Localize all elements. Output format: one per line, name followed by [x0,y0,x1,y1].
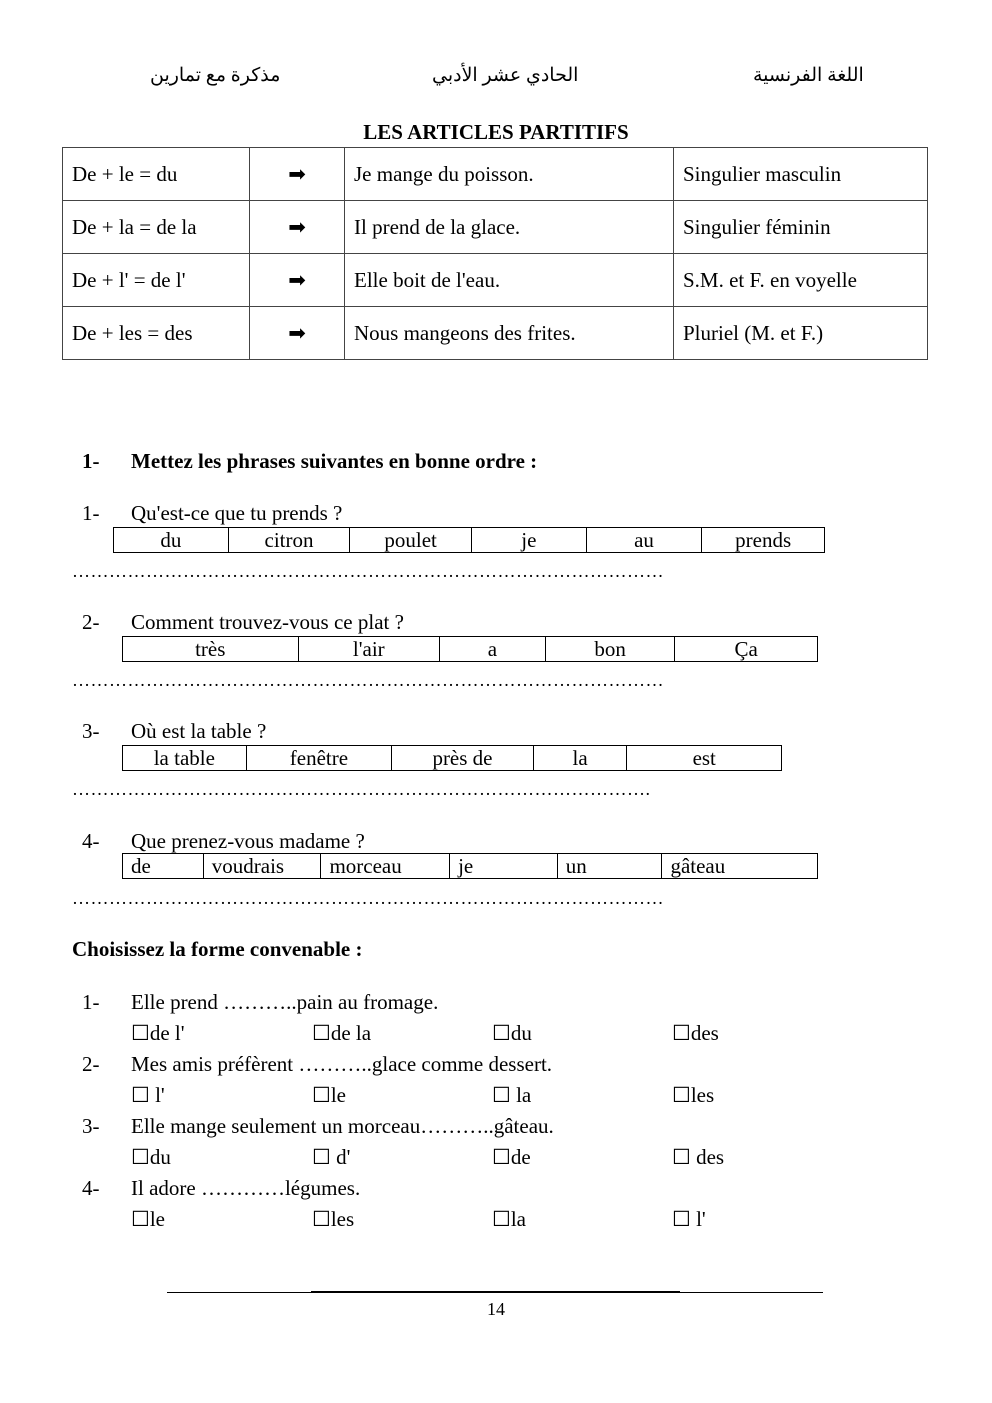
table-row [63,148,928,201]
checkbox-option[interactable]: ☐des [672,1021,719,1045]
checkbox-option[interactable]: ☐les [312,1207,355,1231]
table-row [63,254,928,307]
word-box: l'air [299,637,441,661]
word-box: citron [229,528,351,552]
question-number: 4- [82,1176,100,1200]
question-text: Comment trouvez-vous ce plat ? [131,610,404,634]
question-text: Où est la table ? [131,719,267,743]
type-cell: Singulier masculin [674,148,928,201]
question-text: Elle mange seulement un morceau………..gâteau. [131,1114,554,1138]
exercise-1-title: Mettez les phrases suivantes en bonne ordre : [131,449,538,473]
checkbox-option[interactable]: ☐la [492,1207,526,1231]
header-center: الحادي عشر الأدبي [432,65,579,86]
header-left: مذكرة مع تمارين [150,65,281,86]
example-cell: Elle boit de l'eau. [345,254,674,307]
question-number: 3- [82,719,100,743]
page-number: 14 [487,1299,505,1319]
word-box: près de [392,746,534,770]
checkbox-option[interactable]: ☐du [492,1021,532,1045]
checkbox-option[interactable]: ☐les [672,1083,715,1107]
word-box: je [472,528,587,552]
word-box: du [114,528,229,552]
answer-line[interactable]: …………………………………………………………………………………. [72,779,651,799]
example-cell: Il prend de la glace. [345,201,674,254]
example-cell: Je mange du poisson. [345,148,674,201]
word-boxes [122,745,782,771]
rule-cell: De + l' = de l' [63,254,250,307]
rule-cell: De + les = des [63,307,250,360]
question-number: 2- [82,610,100,634]
partitive-table [62,147,928,360]
arrow-icon: ➡ [250,254,345,307]
checkbox-option[interactable]: ☐de [492,1145,531,1169]
question-text: Elle prend ………..pain au fromage. [131,990,439,1014]
word-box: la table [123,746,247,770]
type-cell: S.M. et F. en voyelle [674,254,928,307]
word-box: voudrais [204,854,322,878]
exercise-1-number: 1- [82,449,100,473]
checkbox-option[interactable]: ☐de la [312,1021,372,1045]
type-cell: Pluriel (M. et F.) [674,307,928,360]
question-text: Mes amis préfèrent ………..glace comme dessert. [131,1052,553,1076]
exercise-2-title: Choisissez la forme convenable : [72,937,363,961]
arrow-icon: ➡ [250,201,345,254]
table-row [63,307,928,360]
checkbox-option[interactable]: ☐du [131,1145,171,1169]
question-text: Il adore …………légumes. [131,1176,361,1200]
footer-line-thick [311,1291,680,1293]
word-box: la [534,746,628,770]
word-boxes [122,636,818,662]
word-box: de [123,854,204,878]
page-title: LES ARTICLES PARTITIFS [363,120,629,144]
word-boxes [122,853,818,879]
answer-line[interactable]: …………………………………………………………………………………… [72,888,664,908]
rule-cell: De + le = du [63,148,250,201]
checkbox-option[interactable]: ☐ des [672,1145,725,1169]
word-box: prends [735,528,792,552]
word-box: Ça [734,637,758,661]
word-box: très [123,637,299,661]
word-boxes [113,527,825,553]
checkbox-option[interactable]: ☐ l' [672,1207,706,1231]
question-number: 3- [82,1114,100,1138]
example-cell: Nous mangeons des frites. [345,307,674,360]
table-row [63,201,928,254]
checkbox-option[interactable]: ☐ la [492,1083,532,1107]
rule-cell: De + la = de la [63,201,250,254]
checkbox-option[interactable]: ☐de l' [131,1021,185,1045]
word-box: morceau [321,854,450,878]
question-number: 1- [82,501,100,525]
answer-line[interactable]: …………………………………………………………………………………… [72,561,664,581]
checkbox-option[interactable]: ☐ l' [131,1083,165,1107]
word-box: bon [546,637,676,661]
question-text: Qu'est-ce que tu prends ? [131,501,343,525]
word-box: fenêtre [247,746,393,770]
arrow-icon: ➡ [250,307,345,360]
checkbox-option[interactable]: ☐ d' [312,1145,351,1169]
answer-line[interactable]: …………………………………………………………………………………… [72,670,664,690]
word-box: a [440,637,546,661]
question-number: 1- [82,990,100,1014]
word-box: poulet [350,528,472,552]
word-box: un [558,854,663,878]
arrow-icon: ➡ [250,148,345,201]
question-text: Que prenez-vous madame ? [131,829,365,853]
word-box: au [587,528,703,552]
word-box: est [692,746,716,770]
checkbox-option[interactable]: ☐le [131,1207,165,1231]
checkbox-option[interactable]: ☐le [312,1083,346,1107]
question-number: 2- [82,1052,100,1076]
question-number: 4- [82,829,100,853]
type-cell: Singulier féminin [674,201,928,254]
word-box: je [450,854,558,878]
header-right: اللغة الفرنسية [753,65,864,86]
word-box: gâteau [670,854,726,878]
